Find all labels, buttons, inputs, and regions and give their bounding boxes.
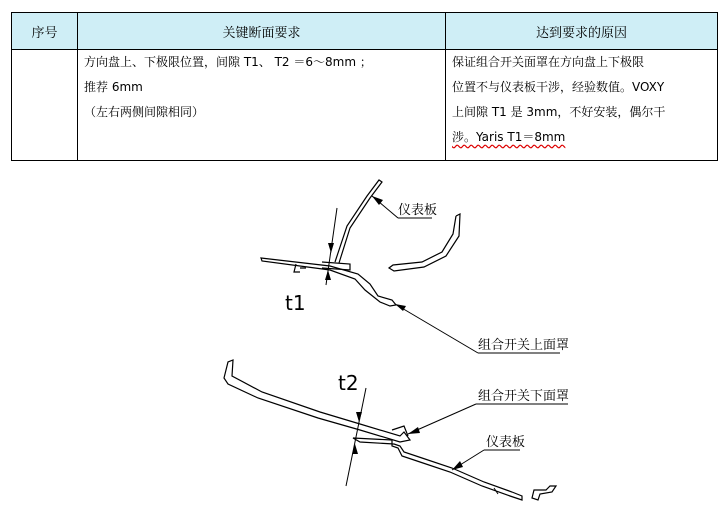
- dashboard-bottom-clip: [532, 486, 556, 500]
- leader-upper-cover: [395, 304, 478, 353]
- table-row: [12, 50, 718, 161]
- cell-reason: [446, 50, 718, 161]
- label-dashboard-bottom: 仪表板: [486, 435, 526, 450]
- arrow-lower-cover: [408, 427, 420, 434]
- requirement-line: 方向盘上、下极限位置，间隙 T1、 T2 ＝6～8mm ；: [84, 55, 372, 69]
- label-lower-cover: 组合开关下面罩: [478, 389, 570, 404]
- requirement-line: 推荐 6mm: [84, 80, 143, 94]
- header-requirement: 关键断面要求: [78, 13, 446, 50]
- arrow-t1-lower: [325, 270, 331, 280]
- requirement-line: （左右两侧间隙相同）: [84, 105, 205, 119]
- reason-line: 保证组合开关面罩在方向盘上下极限: [452, 55, 645, 69]
- upper-cover-clip: [294, 264, 306, 272]
- reason-line: 位置不与仪表板干涉，经验数值。VOXY: [452, 80, 665, 94]
- reason-line: 上间隙 T1 是 3mm，不好安装，偶尔干: [452, 105, 666, 119]
- arrow-t2-upper: [356, 412, 362, 422]
- cross-section-drawing: [0, 160, 726, 513]
- gap-label-t1: t1: [285, 291, 306, 315]
- cell-index: [12, 50, 78, 161]
- gap-label-t2: t2: [338, 371, 359, 395]
- label-upper-cover: 组合开关上面罩: [478, 338, 570, 353]
- requirements-table: [11, 12, 718, 161]
- dashboard-right-curve: [389, 214, 460, 271]
- dashboard-top-panel: [335, 180, 382, 263]
- label-dashboard-top: 仪表板: [398, 203, 438, 218]
- table-header-row: [12, 13, 718, 50]
- header-reason: 达到要求的原因: [446, 13, 718, 50]
- arrow-t2-lower: [352, 444, 358, 454]
- lower-cover-shape: [224, 360, 410, 442]
- header-index: 序号: [12, 13, 78, 50]
- cell-requirement: [78, 50, 446, 161]
- reason-line: 涉。Yaris T1＝8mm: [452, 130, 566, 144]
- arrow-t1-upper: [328, 243, 334, 253]
- arrow-dashboard-bottom: [452, 461, 463, 470]
- t2-extension-line: [346, 388, 366, 486]
